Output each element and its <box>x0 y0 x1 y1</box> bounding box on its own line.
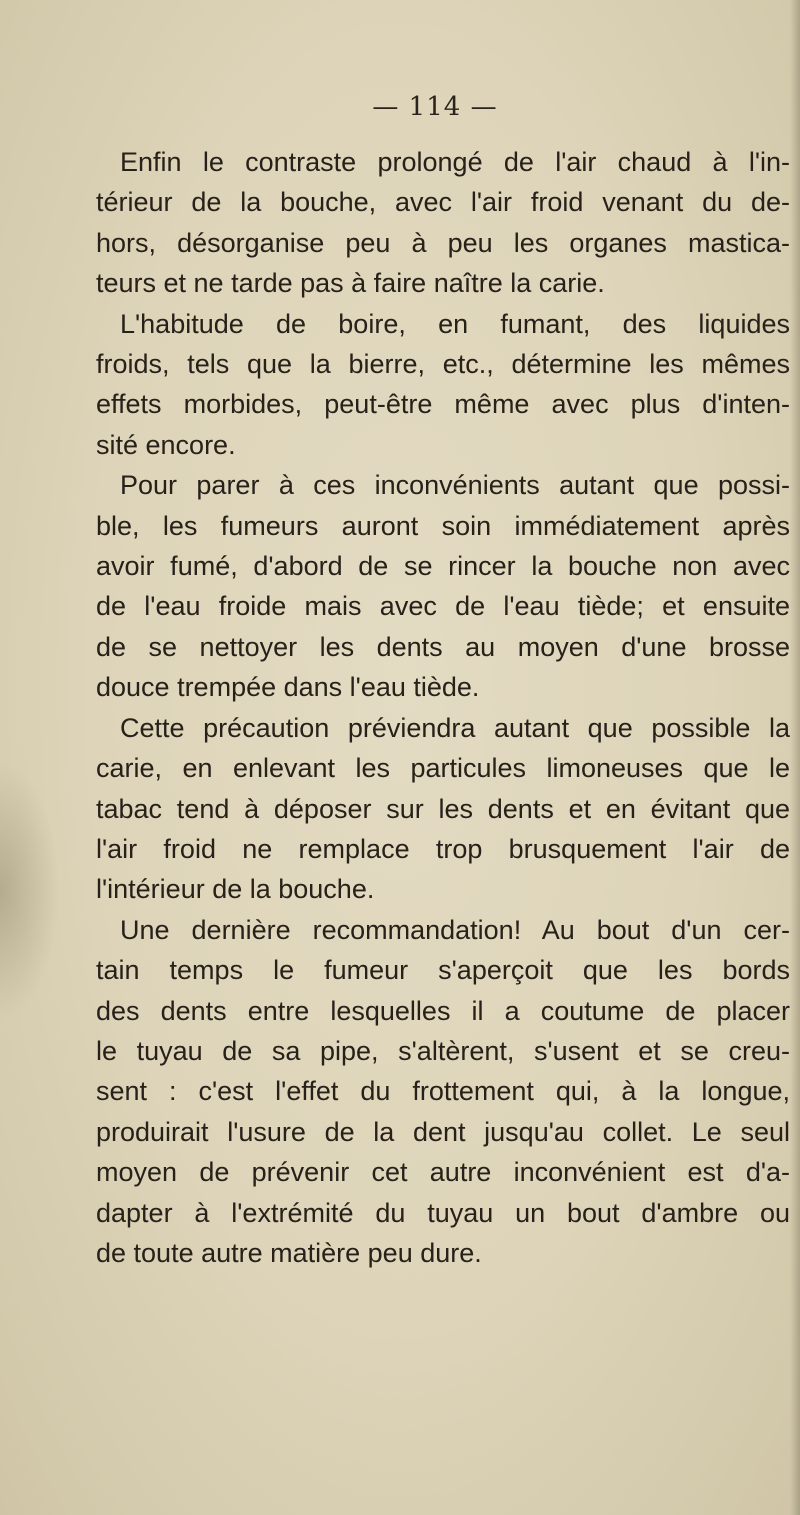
text-line: sité encore. <box>96 429 236 460</box>
paragraph <box>96 142 790 304</box>
text-line: produirait l'usure de la dent jusqu'au collet. Le seul <box>96 1116 790 1147</box>
text-line: térieur de la bouche, avec l'air froid venant du de- <box>96 187 790 218</box>
text-line: l'intérieur de la bouche. <box>96 874 375 905</box>
text-line: tain temps le fumeur s'aperçoit que les bords <box>96 955 790 986</box>
page-spine-shadow <box>790 0 800 1515</box>
text-line: douce trempée dans l'eau tiède. <box>96 672 480 703</box>
text-line: de toute autre matière peu dure. <box>96 1237 482 1268</box>
body-text <box>96 142 790 1273</box>
text-line: tabac tend à déposer sur les dents et en évitant que <box>96 793 790 824</box>
text-line: Pour parer à ces inconvénients autant que possi- <box>120 470 790 501</box>
text-line: de l'eau froide mais avec de l'eau tiède; et ensuite <box>96 591 790 622</box>
page-stain <box>0 760 60 1020</box>
text-line: ble, les fumeurs auront soin immédiatement après <box>96 510 790 541</box>
text-line: des dents entre lesquelles il a coutume de placer <box>96 995 790 1026</box>
text-line: Enfin le contraste prolongé de l'air chaud à l'in- <box>120 147 790 177</box>
paragraph <box>96 304 790 466</box>
text-line: teurs et ne tarde pas à faire naître la carie. <box>96 268 605 299</box>
text-line: L'habitude de boire, en fumant, des liquides <box>120 308 790 339</box>
text-line: effets morbides, peut-être même avec plus d'inten- <box>96 389 790 420</box>
text-line: hors, désorganise peu à peu les organes mastica- <box>96 227 790 258</box>
text-line: avoir fumé, d'abord de se rincer la bouche non avec <box>96 551 790 582</box>
text-line: froids, tels que la bierre, etc., détermine les mêmes <box>96 349 790 380</box>
text-line: Une dernière recommandation! Au bout d'un cer- <box>120 914 790 945</box>
text-line: le tuyau de sa pipe, s'altèrent, s'usent et se creu- <box>96 1035 790 1066</box>
text-line: Cette précaution préviendra autant que possible la <box>120 712 790 743</box>
text-line: de se nettoyer les dents au moyen d'une brosse <box>96 631 790 662</box>
paragraph <box>96 465 790 707</box>
text-line: dapter à l'extrémité du tuyau un bout d'ambre ou <box>96 1197 790 1228</box>
paragraph <box>96 910 790 1274</box>
text-line: l'air froid ne remplace trop brusquement l'air de <box>96 833 790 864</box>
page-number: — 114 — <box>372 92 498 122</box>
text-line: sent : c'est l'effet du frottement qui, à la longue, <box>96 1076 790 1107</box>
text-line: carie, en enlevant les particules limoneuses que le <box>96 753 790 784</box>
paragraph <box>96 708 790 910</box>
text-line: moyen de prévenir cet autre inconvénient est d'a- <box>96 1157 790 1188</box>
